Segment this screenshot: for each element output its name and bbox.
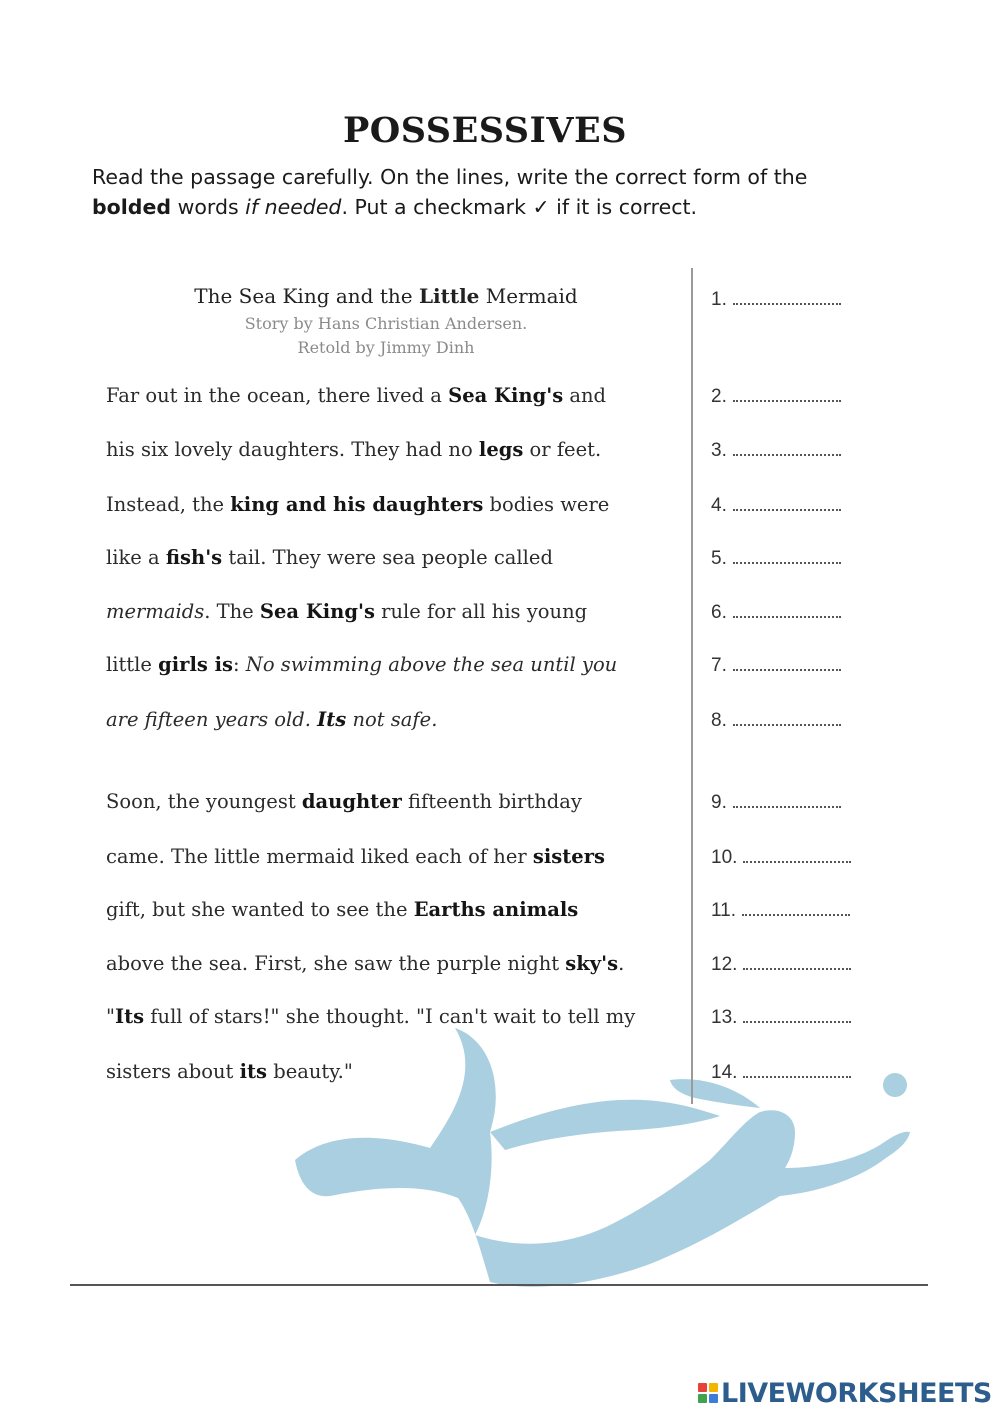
answer-line-5[interactable]: 5. [711,545,881,573]
column-divider [691,268,693,1104]
answer-line-11[interactable]: 11. [711,897,881,925]
liveworksheets-logo-icon [698,1383,718,1403]
answer-line-6[interactable]: 6. [711,599,881,627]
story-reteller: Retold by Jimmy Dinh [297,338,475,357]
answer-line-7[interactable]: 7. [711,652,881,680]
answer-line-13[interactable]: 13. [711,1004,881,1032]
footer-divider [70,1284,928,1286]
passage-line: Instead, the king and his daughters bodies were [106,493,610,516]
answer-line-3[interactable]: 3. [711,437,881,465]
passage-line: are fifteen years old. Its not safe. [106,708,438,731]
answer-line-4[interactable]: 4. [711,492,881,520]
story-title: The Sea King and the Little Mermaid [194,284,578,308]
answer-line-14[interactable]: 14. [711,1059,881,1087]
passage-line: Far out in the ocean, there lived a Sea King's and [106,384,607,407]
answer-line-8[interactable]: 8. [711,707,881,735]
answer-line-10[interactable]: 10. [711,844,881,872]
story-author: Story by Hans Christian Andersen. [244,314,528,333]
answer-line-12[interactable]: 12. [711,951,881,979]
passage-line: came. The little mermaid liked each of her sisters [106,845,605,868]
passage-line: "Its full of stars!" she thought. "I can't wait to tell my [106,1005,636,1028]
passage-line: like a fish's tail. They were sea people called [106,546,553,569]
liveworksheets-logo: LIVEWORKSHEETS [698,1378,992,1408]
instructions: Read the passage carefully. On the lines, write the correct form of the bolded words if needed. Put a checkmark ✓ if it is correct. [92,165,808,219]
passage-line: Soon, the youngest daughter fifteenth birthday [106,790,582,813]
passage-line: sisters about its beauty." [106,1060,353,1083]
answer-line-9[interactable]: 9. [711,789,881,817]
passage-line: above the sea. First, she saw the purple night sky's. [106,952,625,975]
answer-line-2[interactable]: 2. [711,383,881,411]
bolded-word: bolded [92,195,172,219]
page-title: POSSESSIVES [342,110,628,151]
passage-line: mermaids. The Sea King's rule for all his young [106,600,588,623]
answer-line-1[interactable]: 1. [711,286,881,314]
passage-line: little girls is: No swimming above the sea until you [106,653,618,676]
passage-line: gift, but she wanted to see the Earths animals [106,898,579,921]
passage-line: his six lovely daughters. They had no legs or feet. [106,438,602,461]
